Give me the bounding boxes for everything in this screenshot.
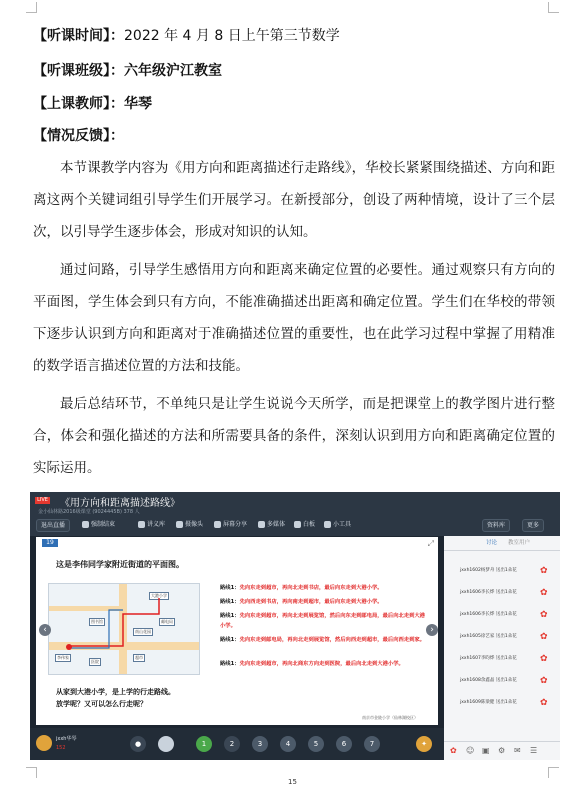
whiteboard-button[interactable] bbox=[294, 519, 315, 530]
flower-icon: ✿ bbox=[540, 632, 548, 642]
message-3-text: 送出1朵花 bbox=[495, 612, 517, 617]
force-end-button[interactable] bbox=[82, 519, 115, 530]
lesson-class-label: 【听课班级】： bbox=[33, 63, 124, 79]
camera-button[interactable] bbox=[176, 519, 203, 530]
message-7 bbox=[460, 700, 535, 706]
message-1 bbox=[460, 568, 535, 574]
slide-school-footer: 南京市金陵小学（仙林湖校区） bbox=[362, 715, 418, 720]
screenshot-lesson-title: 《用方向和距离描述路线》 bbox=[60, 498, 180, 509]
student-5-button[interactable]: 5 bbox=[308, 736, 324, 752]
crop-mark-bottom-left bbox=[26, 767, 37, 778]
whiteboard-icon bbox=[294, 521, 301, 528]
message-5-name: jxxh1607李昀烨 bbox=[460, 656, 495, 661]
camera-icon bbox=[176, 521, 183, 528]
route-1-label: 路线1： bbox=[220, 585, 240, 591]
route-4-label: 路线1： bbox=[220, 637, 240, 643]
route-arrows bbox=[49, 584, 199, 674]
expand-icon[interactable]: ⤢ bbox=[427, 539, 434, 548]
multimedia-label: 多媒体 bbox=[267, 521, 286, 528]
student-1-button[interactable]: 1 bbox=[196, 736, 212, 752]
route-2-label: 路线1： bbox=[220, 599, 240, 605]
message-7-text: 送出1朵花 bbox=[495, 700, 517, 705]
home-marker bbox=[66, 644, 72, 650]
student-7-button[interactable]: 7 bbox=[364, 736, 380, 752]
place-garden: 南山花园 bbox=[135, 629, 151, 634]
student-2-button[interactable]: 2 bbox=[224, 736, 240, 752]
student-6-button[interactable]: 6 bbox=[336, 736, 352, 752]
live-tag: LIVE bbox=[35, 497, 50, 504]
force-end-label: 强制结束 bbox=[91, 521, 116, 528]
image-icon[interactable]: ▣ bbox=[482, 746, 490, 755]
place-market: 超市 bbox=[135, 655, 143, 660]
student-3-button[interactable]: 3 bbox=[252, 736, 268, 752]
lesson-class-row bbox=[33, 61, 222, 81]
paragraph-2: 通过问路，引导学生感悟用方向和距离来确定位置的必要性。通过观察只有方向的平面图，学生体会到只有方向，不能准确描述出距离和确定位置。学生们在华校的带领下逐步认识到方向和距离对于准确描述位置的重要性，也在此学习过程中掌握了用精准的数学语言描述位置的方法和技能。 bbox=[33, 262, 555, 374]
paragraph-1: 本节课教学内容为《用方向和距离描述行走路线》，华校长紧紧围绕描述、方向和距离这两个关键词组引导学生们开展学习。在新授部分，创设了两种情境，设计了三个层次，以引导学生逐步体会，形成对知识的认知。 bbox=[33, 160, 555, 240]
place-home: 李伟家 bbox=[57, 655, 69, 660]
tools-icon bbox=[324, 521, 331, 528]
message-4-name: jxxh1605徐艺家 bbox=[460, 634, 495, 639]
tab-classroom-users[interactable]: 教室用户 bbox=[508, 540, 531, 546]
route-2 bbox=[220, 597, 430, 607]
paragraph-3: 最后总结环节，不单纯只是让学生说说今天所学，而是把课堂上的教学图片进行整合，体会和强化描述的方法和所需要具备的条件，深刻认识到用方向和距离确定位置的实际运用。 bbox=[33, 396, 555, 476]
chat-input-bar[interactable] bbox=[444, 741, 560, 760]
book-icon bbox=[138, 521, 145, 528]
message-1-text: 送出1朵花 bbox=[495, 568, 517, 573]
route-3-label: 路线1： bbox=[220, 613, 240, 619]
route-1 bbox=[220, 583, 430, 593]
resource-button[interactable]: 资料库 bbox=[482, 519, 510, 532]
tab-discussion[interactable]: 讨论 bbox=[486, 540, 498, 546]
student-4-button[interactable]: 4 bbox=[280, 736, 296, 752]
lesson-time-value: 2022 年 4 月 8 日上午第三节数学 bbox=[124, 28, 340, 44]
screenshot-subtitle: 金小仙林路2016级课堂 (9024445B) 378 人 bbox=[38, 509, 140, 515]
message-7-name: jxxh1609陈梁健 bbox=[460, 700, 495, 705]
whiteboard-label: 白板 bbox=[303, 521, 316, 528]
message-5 bbox=[460, 656, 535, 662]
route-4-text: 先向东走到邮电局，再向北走到展览馆，然后向西走到超市，最后向西走到家。 bbox=[239, 637, 425, 643]
handout-button[interactable] bbox=[138, 519, 165, 530]
route-2-text: 先向西走到书店，再向南走到超市，最后向东走到大港小学。 bbox=[239, 599, 383, 605]
slide-title: 这是李伟同学家附近街道的平面图。 bbox=[56, 560, 184, 569]
place-hospital: 医院 bbox=[91, 659, 99, 664]
media-icon bbox=[258, 521, 265, 528]
discussion-panel bbox=[444, 536, 560, 760]
route-path-red bbox=[69, 598, 159, 646]
route-5 bbox=[220, 659, 430, 669]
crop-mark-bottom-right bbox=[548, 767, 559, 778]
route-3-text: 先向东走到超市，再向北走到展览馆，然后向东走到邮电局，最后向北走到大港小学。 bbox=[220, 613, 425, 629]
route-5-text: 先向东走到超市，再向北商东方向走到医院，最后向北走到大港小学。 bbox=[239, 661, 404, 667]
teacher-label: 【上课教师】： bbox=[33, 96, 124, 112]
stop-icon bbox=[82, 521, 89, 528]
classroom-screenshot bbox=[30, 492, 560, 760]
screen-share-label: 屏幕分享 bbox=[223, 521, 248, 528]
slide bbox=[36, 537, 438, 725]
route-5-label: 路线1： bbox=[220, 661, 240, 667]
place-post-office: 邮电局 bbox=[161, 619, 173, 624]
message-3 bbox=[460, 612, 535, 618]
flower-icon: ✿ bbox=[540, 610, 548, 620]
crop-mark-top-right bbox=[548, 2, 559, 13]
route-3 bbox=[220, 611, 430, 631]
route-1-text: 先向东走到超市，再向北走到书店，最后向东走到大港小学。 bbox=[239, 585, 383, 591]
flower-send-icon[interactable]: ✿ bbox=[450, 746, 457, 755]
settings-icon[interactable]: ⚙ bbox=[498, 746, 506, 755]
message-6 bbox=[460, 678, 535, 684]
list-icon[interactable]: ☰ bbox=[530, 746, 538, 755]
flower-icon: ✿ bbox=[540, 676, 548, 686]
camera-label: 摄像头 bbox=[185, 521, 204, 528]
feedback-row bbox=[33, 126, 124, 146]
place-school: 大港小学 bbox=[151, 593, 167, 598]
gift-icon[interactable]: ✦ bbox=[416, 736, 432, 752]
route-4 bbox=[220, 635, 430, 645]
flower-icon: ✿ bbox=[540, 654, 548, 664]
handout-label: 讲义库 bbox=[147, 521, 166, 528]
previous-slide-button[interactable]: ‹ bbox=[39, 624, 51, 636]
slide-question-2: 放学呢？又可以怎么行走呢？ bbox=[56, 700, 147, 708]
lesson-time-row bbox=[33, 26, 340, 46]
message-4-text: 送出1朵花 bbox=[495, 634, 517, 639]
screen-icon bbox=[214, 521, 221, 528]
presenter-avatar bbox=[36, 735, 52, 751]
message-6-text: 送出1朵花 bbox=[495, 678, 517, 683]
street-map bbox=[48, 583, 200, 675]
tools-button[interactable] bbox=[324, 519, 351, 530]
message-5-text: 送出1朵花 bbox=[495, 656, 517, 661]
message-2-name: jxxh1606李长烨 bbox=[460, 590, 495, 595]
flower-count: 152 bbox=[56, 745, 66, 751]
place-library: 图书馆 bbox=[91, 619, 103, 624]
camera-toggle-icon[interactable] bbox=[158, 736, 174, 752]
more-button[interactable]: 更多 bbox=[522, 519, 544, 532]
lesson-time-label: 【听课时间】： bbox=[33, 28, 124, 44]
slide-number: 19 bbox=[42, 539, 58, 547]
presenter-name: jxxh华琴 bbox=[56, 736, 77, 742]
screenshot-header bbox=[30, 492, 560, 536]
mic-icon[interactable]: ● bbox=[130, 736, 146, 752]
lesson-class-value: 六年级沪江教室 bbox=[124, 63, 222, 79]
flower-icon: ✿ bbox=[540, 698, 548, 708]
emoji-icon[interactable]: ☺ bbox=[466, 746, 475, 755]
screen-share-button[interactable] bbox=[214, 519, 247, 530]
chat-icon[interactable]: ✉ bbox=[514, 746, 521, 755]
message-2-text: 送出1朵花 bbox=[495, 590, 517, 595]
crop-mark-top-left bbox=[26, 2, 37, 13]
message-2 bbox=[460, 590, 535, 596]
teacher-value: 华琴 bbox=[124, 96, 152, 112]
exit-live-button[interactable]: 退出直播 bbox=[36, 519, 70, 532]
message-3-name: jxxh1606李长烨 bbox=[460, 612, 495, 617]
message-4 bbox=[460, 634, 535, 640]
slide-question-1: 从家到大港小学，是上学的行走路线。 bbox=[56, 688, 175, 696]
screenshot-bottom-bar bbox=[30, 728, 444, 760]
next-slide-button[interactable]: › bbox=[426, 624, 438, 636]
message-6-name: jxxh1608余鑫晶 bbox=[460, 678, 495, 683]
message-1-name: jxxh1602杨梦舟 bbox=[460, 568, 495, 573]
flower-icon: ✿ bbox=[540, 588, 548, 598]
flower-icon: ✿ bbox=[540, 566, 548, 576]
tools-label: 小工具 bbox=[333, 521, 352, 528]
feedback-label: 【情况反馈】： bbox=[33, 128, 124, 144]
multimedia-button[interactable] bbox=[258, 519, 285, 530]
teacher-row bbox=[33, 94, 152, 114]
route-path-blue bbox=[69, 610, 123, 648]
side-tabs bbox=[444, 536, 560, 551]
page-number: 15 bbox=[288, 778, 297, 786]
